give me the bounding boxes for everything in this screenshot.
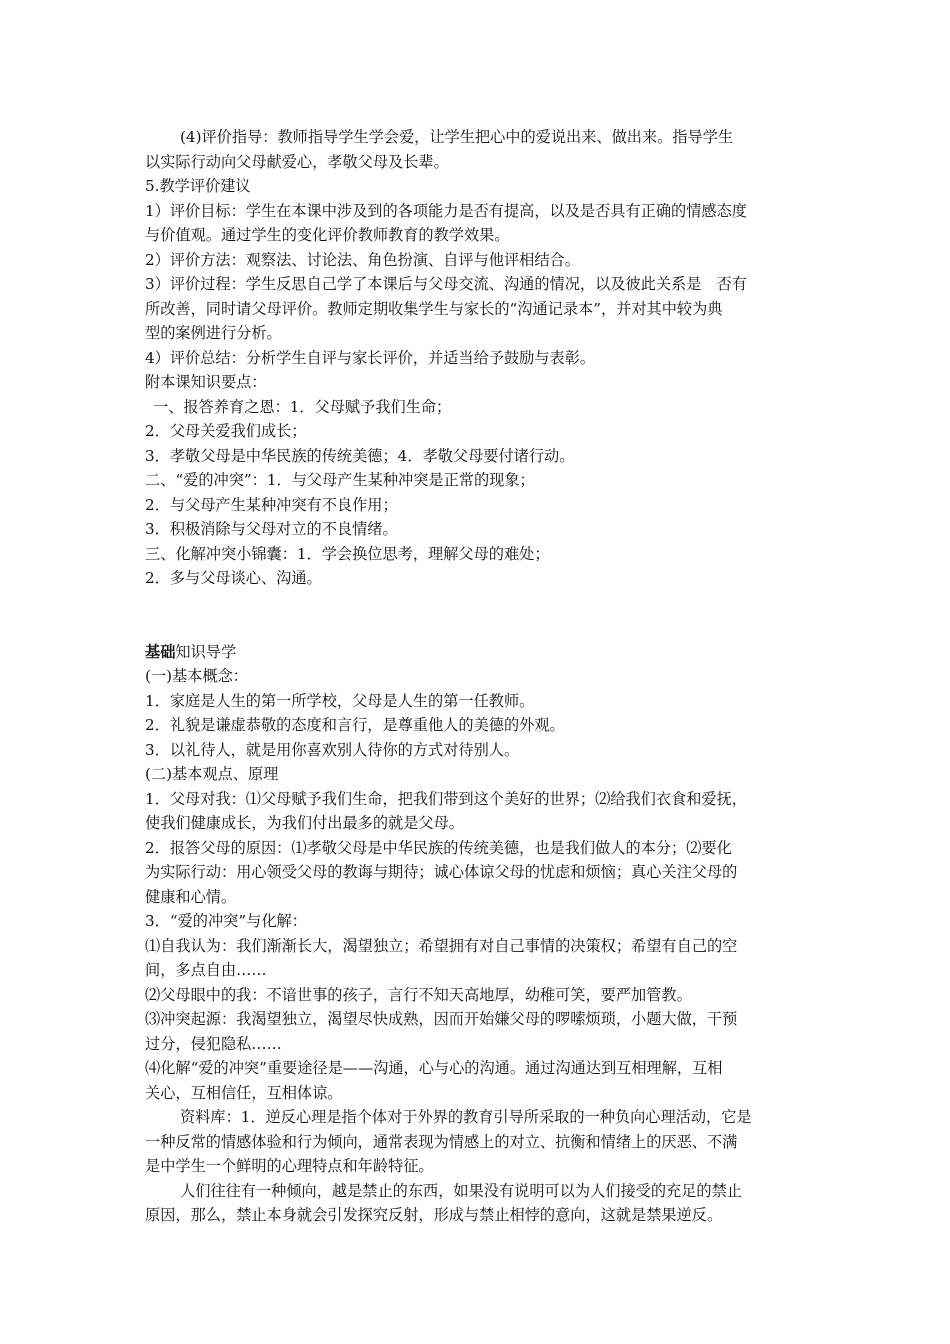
heading-rest-part: 知识导学: [175, 642, 237, 661]
text-line: 关心，互相信任，互相体谅。: [145, 1083, 343, 1102]
text-line: 所改善，同时请父母评价。教师定期收集学生与家长的“沟通记录本”，并对其中较为典: [145, 299, 723, 318]
text-line: ⑶冲突起源：我渴望独立，渴望尽快成熟，因而开始嫌父母的啰嗦烦琐，小题大做，干预: [145, 1010, 738, 1028]
text-line: 3）评价过程：学生反思自己学了本课后与父母交流、沟通的情况，以及彼此关系是 否有: [145, 275, 747, 293]
text-line: 三、化解冲突小锦囊：1．学会换位思考，理解父母的难处；: [145, 544, 550, 563]
text-line: 与价值观。通过学生的变化评价教师教育的教学效果。: [145, 226, 510, 244]
text-line: 一、报答养育之恩：1．父母赋予我们生命；: [153, 397, 452, 416]
text-line: 2．礼貌是谦虚恭敬的态度和言行，是尊重他人的美德的外观。: [145, 716, 565, 734]
section-heading-basic-knowledge: [145, 640, 815, 665]
text-line: (4)评价指导：教师指导学生学会爱，让学生把心中的爱说出来、做出来。指导学生: [180, 128, 734, 146]
text-line: 2．多与父母谈心、沟通。: [145, 569, 322, 587]
text-line: ⑴自我认为：我们渐渐长大，渴望独立；希望拥有对自己事情的决策权；希望有自己的空: [145, 936, 738, 955]
text-line: 2．与父母产生某种冲突有不良作用；: [145, 495, 398, 514]
text-line: 2．报答父母的原因：⑴孝敬父母是中华民族的传统美德，也是我们做人的本分；⑵要化: [145, 838, 732, 857]
section-heading-evaluation: 5.教学评价建议: [145, 177, 251, 195]
text-line: ⑵父母眼中的我：不谙世事的孩子，言行不知天高地厚，幼稚可笑，要严加管教。: [145, 985, 692, 1004]
text-line: 1）评价目标：学生在本课中涉及到的各项能力是否有提高，以及是否具有正确的情感态度: [145, 201, 747, 220]
text-line: 二、“爱的冲突”：1．与父母产生某种冲突是正常的现象；: [145, 471, 535, 489]
text-line: 3．孝敬父母是中华民族的传统美德；4．孝敬父母要付诸行动。: [145, 446, 575, 465]
text-line: 1．家庭是人生的第一所学校，父母是人生的第一任教师。: [145, 691, 535, 710]
text-line: 2．父母关爱我们成长；: [145, 422, 307, 440]
text-line: (二)基本观点、原理: [145, 765, 279, 783]
text-line: 间，多点自由……: [145, 961, 267, 979]
heading-bold-part: 基础: [145, 642, 176, 661]
text-line: (一)基本概念：: [145, 667, 248, 685]
text-line: 3．以礼待人，就是用你喜欢别人待你的方式对待别人。: [145, 740, 520, 759]
knowledge-points-heading: 附本课知识要点：: [145, 373, 267, 391]
text-line: 健康和心情。: [145, 887, 237, 906]
text-line: 3．积极消除与父母对立的不良情绪。: [145, 520, 398, 538]
text-line: 为实际行动：用心领受父母的教诲与期待；诚心体谅父母的忧虑和烦恼；真心关注父母的: [145, 863, 738, 881]
text-line: 3．“爱的冲突”与化解：: [145, 912, 307, 930]
text-line: 1．父母对我：⑴父母赋予我们生命，把我们带到这个美好的世界；⑵给我们衣食和爱抚，: [145, 789, 747, 808]
text-line: 使我们健康成长，为我们付出最多的就是父母。: [145, 814, 464, 832]
text-line: 型的案例进行分析。: [145, 324, 282, 342]
text-line: 一种反常的情感体验和行为倾向，通常表现为情感上的对立、抗衡和情绪上的厌恶、不满: [145, 1132, 738, 1151]
text-line: 是中学生一个鲜明的心理特点和年龄特征。: [145, 1157, 434, 1175]
text-line: 4）评价总结：分析学生自评与家长评价，并适当给予鼓励与表彰。: [145, 348, 596, 367]
text-line: 2）评价方法：观察法、讨论法、角色扮演、自评与他评相结合。: [145, 250, 580, 269]
paragraph-gap: [145, 591, 815, 640]
text-line: 人们往往有一种倾向，越是禁止的东西，如果没有说明可以为人们接受的充足的禁止: [180, 1181, 742, 1200]
text-line: 以实际行动向父母献爱心，孝敬父母及长辈。: [145, 152, 449, 171]
text-line: 过分，侵犯隐私……: [145, 1034, 282, 1053]
text-line: ⑷化解“爱的冲突”重要途径是——沟通，心与心的沟通。通过沟通达到互相理解，互相: [145, 1059, 723, 1077]
document-content: [145, 125, 815, 1228]
text-line: 资料库：1．逆反心理是指个体对于外界的教育引导所采取的一种负向心理活动，它是: [180, 1108, 752, 1126]
text-line: 原因，那么，禁止本身就会引发探究反射，形成与禁止相悖的意向，这就是禁果逆反。: [145, 1206, 723, 1224]
